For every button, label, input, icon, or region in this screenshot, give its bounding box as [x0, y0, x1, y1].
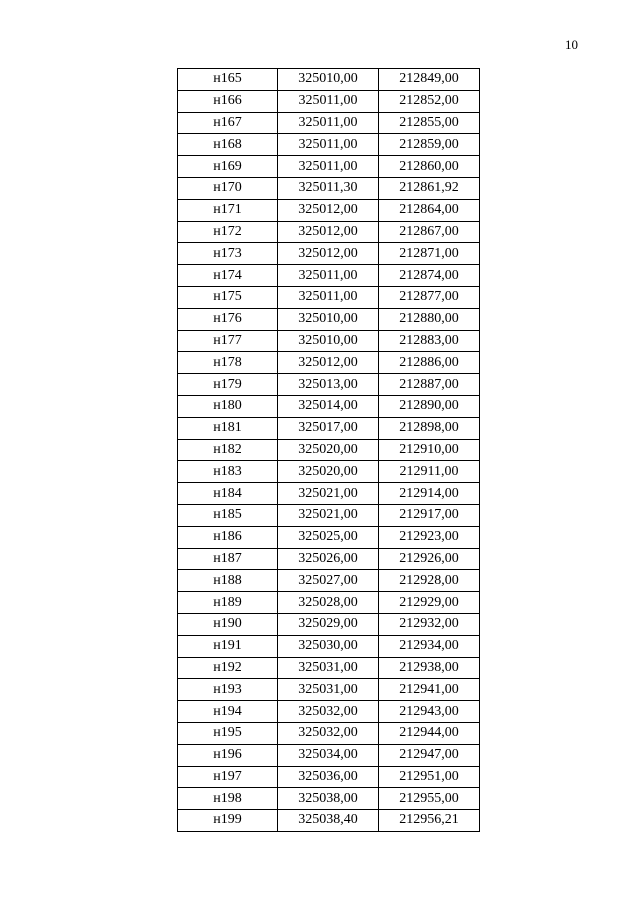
x-coordinate-cell: 325021,00: [278, 504, 379, 526]
x-coordinate-cell: 325011,00: [278, 112, 379, 134]
x-coordinate-cell: 325011,00: [278, 134, 379, 156]
x-coordinate-cell: 325038,00: [278, 788, 379, 810]
x-coordinate-cell: 325030,00: [278, 635, 379, 657]
y-coordinate-cell: 212944,00: [379, 722, 480, 744]
y-coordinate-cell: 212947,00: [379, 744, 480, 766]
x-coordinate-cell: 325029,00: [278, 613, 379, 635]
x-coordinate-cell: 325012,00: [278, 243, 379, 265]
table-row: [178, 788, 480, 810]
x-coordinate-cell: 325032,00: [278, 701, 379, 723]
x-coordinate-cell: 325025,00: [278, 526, 379, 548]
x-coordinate-cell: 325028,00: [278, 592, 379, 614]
table-row: [178, 744, 480, 766]
point-name-cell: н166: [178, 90, 278, 112]
y-coordinate-cell: 212951,00: [379, 766, 480, 788]
x-coordinate-cell: 325010,00: [278, 69, 379, 91]
point-name-cell: н192: [178, 657, 278, 679]
point-name-cell: н191: [178, 635, 278, 657]
point-name-cell: н181: [178, 417, 278, 439]
y-coordinate-cell: 212914,00: [379, 483, 480, 505]
y-coordinate-cell: 212886,00: [379, 352, 480, 374]
x-coordinate-cell: 325011,30: [278, 177, 379, 199]
x-coordinate-cell: 325010,00: [278, 330, 379, 352]
point-name-cell: н174: [178, 265, 278, 287]
point-name-cell: н195: [178, 722, 278, 744]
x-coordinate-cell: 325011,00: [278, 265, 379, 287]
table-row: [178, 548, 480, 570]
y-coordinate-cell: 212923,00: [379, 526, 480, 548]
x-coordinate-cell: 325036,00: [278, 766, 379, 788]
table-row: [178, 613, 480, 635]
table-row: [178, 243, 480, 265]
point-name-cell: н178: [178, 352, 278, 374]
page-number: 10: [565, 37, 578, 52]
x-coordinate-cell: 325031,00: [278, 657, 379, 679]
table-row: [178, 701, 480, 723]
point-name-cell: н190: [178, 613, 278, 635]
y-coordinate-cell: 212941,00: [379, 679, 480, 701]
y-coordinate-cell: 212874,00: [379, 265, 480, 287]
x-coordinate-cell: 325010,00: [278, 308, 379, 330]
x-coordinate-cell: 325038,40: [278, 810, 379, 832]
table-row: [178, 526, 480, 548]
table-row: [178, 592, 480, 614]
point-name-cell: н168: [178, 134, 278, 156]
y-coordinate-cell: 212926,00: [379, 548, 480, 570]
y-coordinate-cell: 212867,00: [379, 221, 480, 243]
point-name-cell: н172: [178, 221, 278, 243]
table-row: [178, 635, 480, 657]
table-row: [178, 657, 480, 679]
point-name-cell: н183: [178, 461, 278, 483]
point-name-cell: н196: [178, 744, 278, 766]
table-row: [178, 221, 480, 243]
y-coordinate-cell: 212932,00: [379, 613, 480, 635]
point-name-cell: н199: [178, 810, 278, 832]
y-coordinate-cell: 212934,00: [379, 635, 480, 657]
point-name-cell: н175: [178, 286, 278, 308]
point-name-cell: н187: [178, 548, 278, 570]
y-coordinate-cell: 212943,00: [379, 701, 480, 723]
y-coordinate-cell: 212871,00: [379, 243, 480, 265]
point-name-cell: н182: [178, 439, 278, 461]
point-name-cell: н197: [178, 766, 278, 788]
x-coordinate-cell: 325021,00: [278, 483, 379, 505]
x-coordinate-cell: 325017,00: [278, 417, 379, 439]
y-coordinate-cell: 212883,00: [379, 330, 480, 352]
y-coordinate-cell: 212887,00: [379, 374, 480, 396]
table-row: [178, 810, 480, 832]
point-name-cell: н194: [178, 701, 278, 723]
x-coordinate-cell: 325031,00: [278, 679, 379, 701]
y-coordinate-cell: 212928,00: [379, 570, 480, 592]
table-row: [178, 286, 480, 308]
y-coordinate-cell: 212956,21: [379, 810, 480, 832]
y-coordinate-cell: 212938,00: [379, 657, 480, 679]
table-row: [178, 90, 480, 112]
point-name-cell: н173: [178, 243, 278, 265]
y-coordinate-cell: 212852,00: [379, 90, 480, 112]
y-coordinate-cell: 212929,00: [379, 592, 480, 614]
point-name-cell: н180: [178, 395, 278, 417]
coordinates-table: [177, 68, 480, 832]
x-coordinate-cell: 325011,00: [278, 156, 379, 178]
table-row: [178, 69, 480, 91]
table-row: [178, 265, 480, 287]
point-name-cell: н186: [178, 526, 278, 548]
x-coordinate-cell: 325011,00: [278, 286, 379, 308]
point-name-cell: н185: [178, 504, 278, 526]
table-row: [178, 722, 480, 744]
table-row: [178, 679, 480, 701]
table-row: [178, 483, 480, 505]
x-coordinate-cell: 325012,00: [278, 221, 379, 243]
y-coordinate-cell: 212910,00: [379, 439, 480, 461]
y-coordinate-cell: 212917,00: [379, 504, 480, 526]
table-row: [178, 134, 480, 156]
table-row: [178, 112, 480, 134]
table-row: [178, 352, 480, 374]
point-name-cell: н198: [178, 788, 278, 810]
x-coordinate-cell: 325012,00: [278, 352, 379, 374]
y-coordinate-cell: 212860,00: [379, 156, 480, 178]
y-coordinate-cell: 212955,00: [379, 788, 480, 810]
point-name-cell: н170: [178, 177, 278, 199]
x-coordinate-cell: 325034,00: [278, 744, 379, 766]
point-name-cell: н165: [178, 69, 278, 91]
point-name-cell: н167: [178, 112, 278, 134]
table-row: [178, 766, 480, 788]
y-coordinate-cell: 212855,00: [379, 112, 480, 134]
table-row: [178, 156, 480, 178]
x-coordinate-cell: 325032,00: [278, 722, 379, 744]
point-name-cell: н189: [178, 592, 278, 614]
x-coordinate-cell: 325020,00: [278, 461, 379, 483]
table-row: [178, 461, 480, 483]
y-coordinate-cell: 212859,00: [379, 134, 480, 156]
table-row: [178, 504, 480, 526]
x-coordinate-cell: 325014,00: [278, 395, 379, 417]
x-coordinate-cell: 325026,00: [278, 548, 379, 570]
point-name-cell: н171: [178, 199, 278, 221]
y-coordinate-cell: 212877,00: [379, 286, 480, 308]
x-coordinate-cell: 325012,00: [278, 199, 379, 221]
y-coordinate-cell: 212864,00: [379, 199, 480, 221]
point-name-cell: н169: [178, 156, 278, 178]
table-row: [178, 177, 480, 199]
table-row: [178, 199, 480, 221]
table-row: [178, 417, 480, 439]
y-coordinate-cell: 212861,92: [379, 177, 480, 199]
y-coordinate-cell: 212880,00: [379, 308, 480, 330]
table-row: [178, 330, 480, 352]
x-coordinate-cell: 325020,00: [278, 439, 379, 461]
point-name-cell: н179: [178, 374, 278, 396]
point-name-cell: н176: [178, 308, 278, 330]
table-row: [178, 374, 480, 396]
table-row: [178, 439, 480, 461]
point-name-cell: н184: [178, 483, 278, 505]
table-row: [178, 395, 480, 417]
point-name-cell: н193: [178, 679, 278, 701]
y-coordinate-cell: 212898,00: [379, 417, 480, 439]
x-coordinate-cell: 325011,00: [278, 90, 379, 112]
table-row: [178, 570, 480, 592]
y-coordinate-cell: 212849,00: [379, 69, 480, 91]
coordinates-table-body: [178, 69, 480, 832]
y-coordinate-cell: 212890,00: [379, 395, 480, 417]
point-name-cell: н188: [178, 570, 278, 592]
table-row: [178, 308, 480, 330]
point-name-cell: н177: [178, 330, 278, 352]
x-coordinate-cell: 325027,00: [278, 570, 379, 592]
x-coordinate-cell: 325013,00: [278, 374, 379, 396]
y-coordinate-cell: 212911,00: [379, 461, 480, 483]
